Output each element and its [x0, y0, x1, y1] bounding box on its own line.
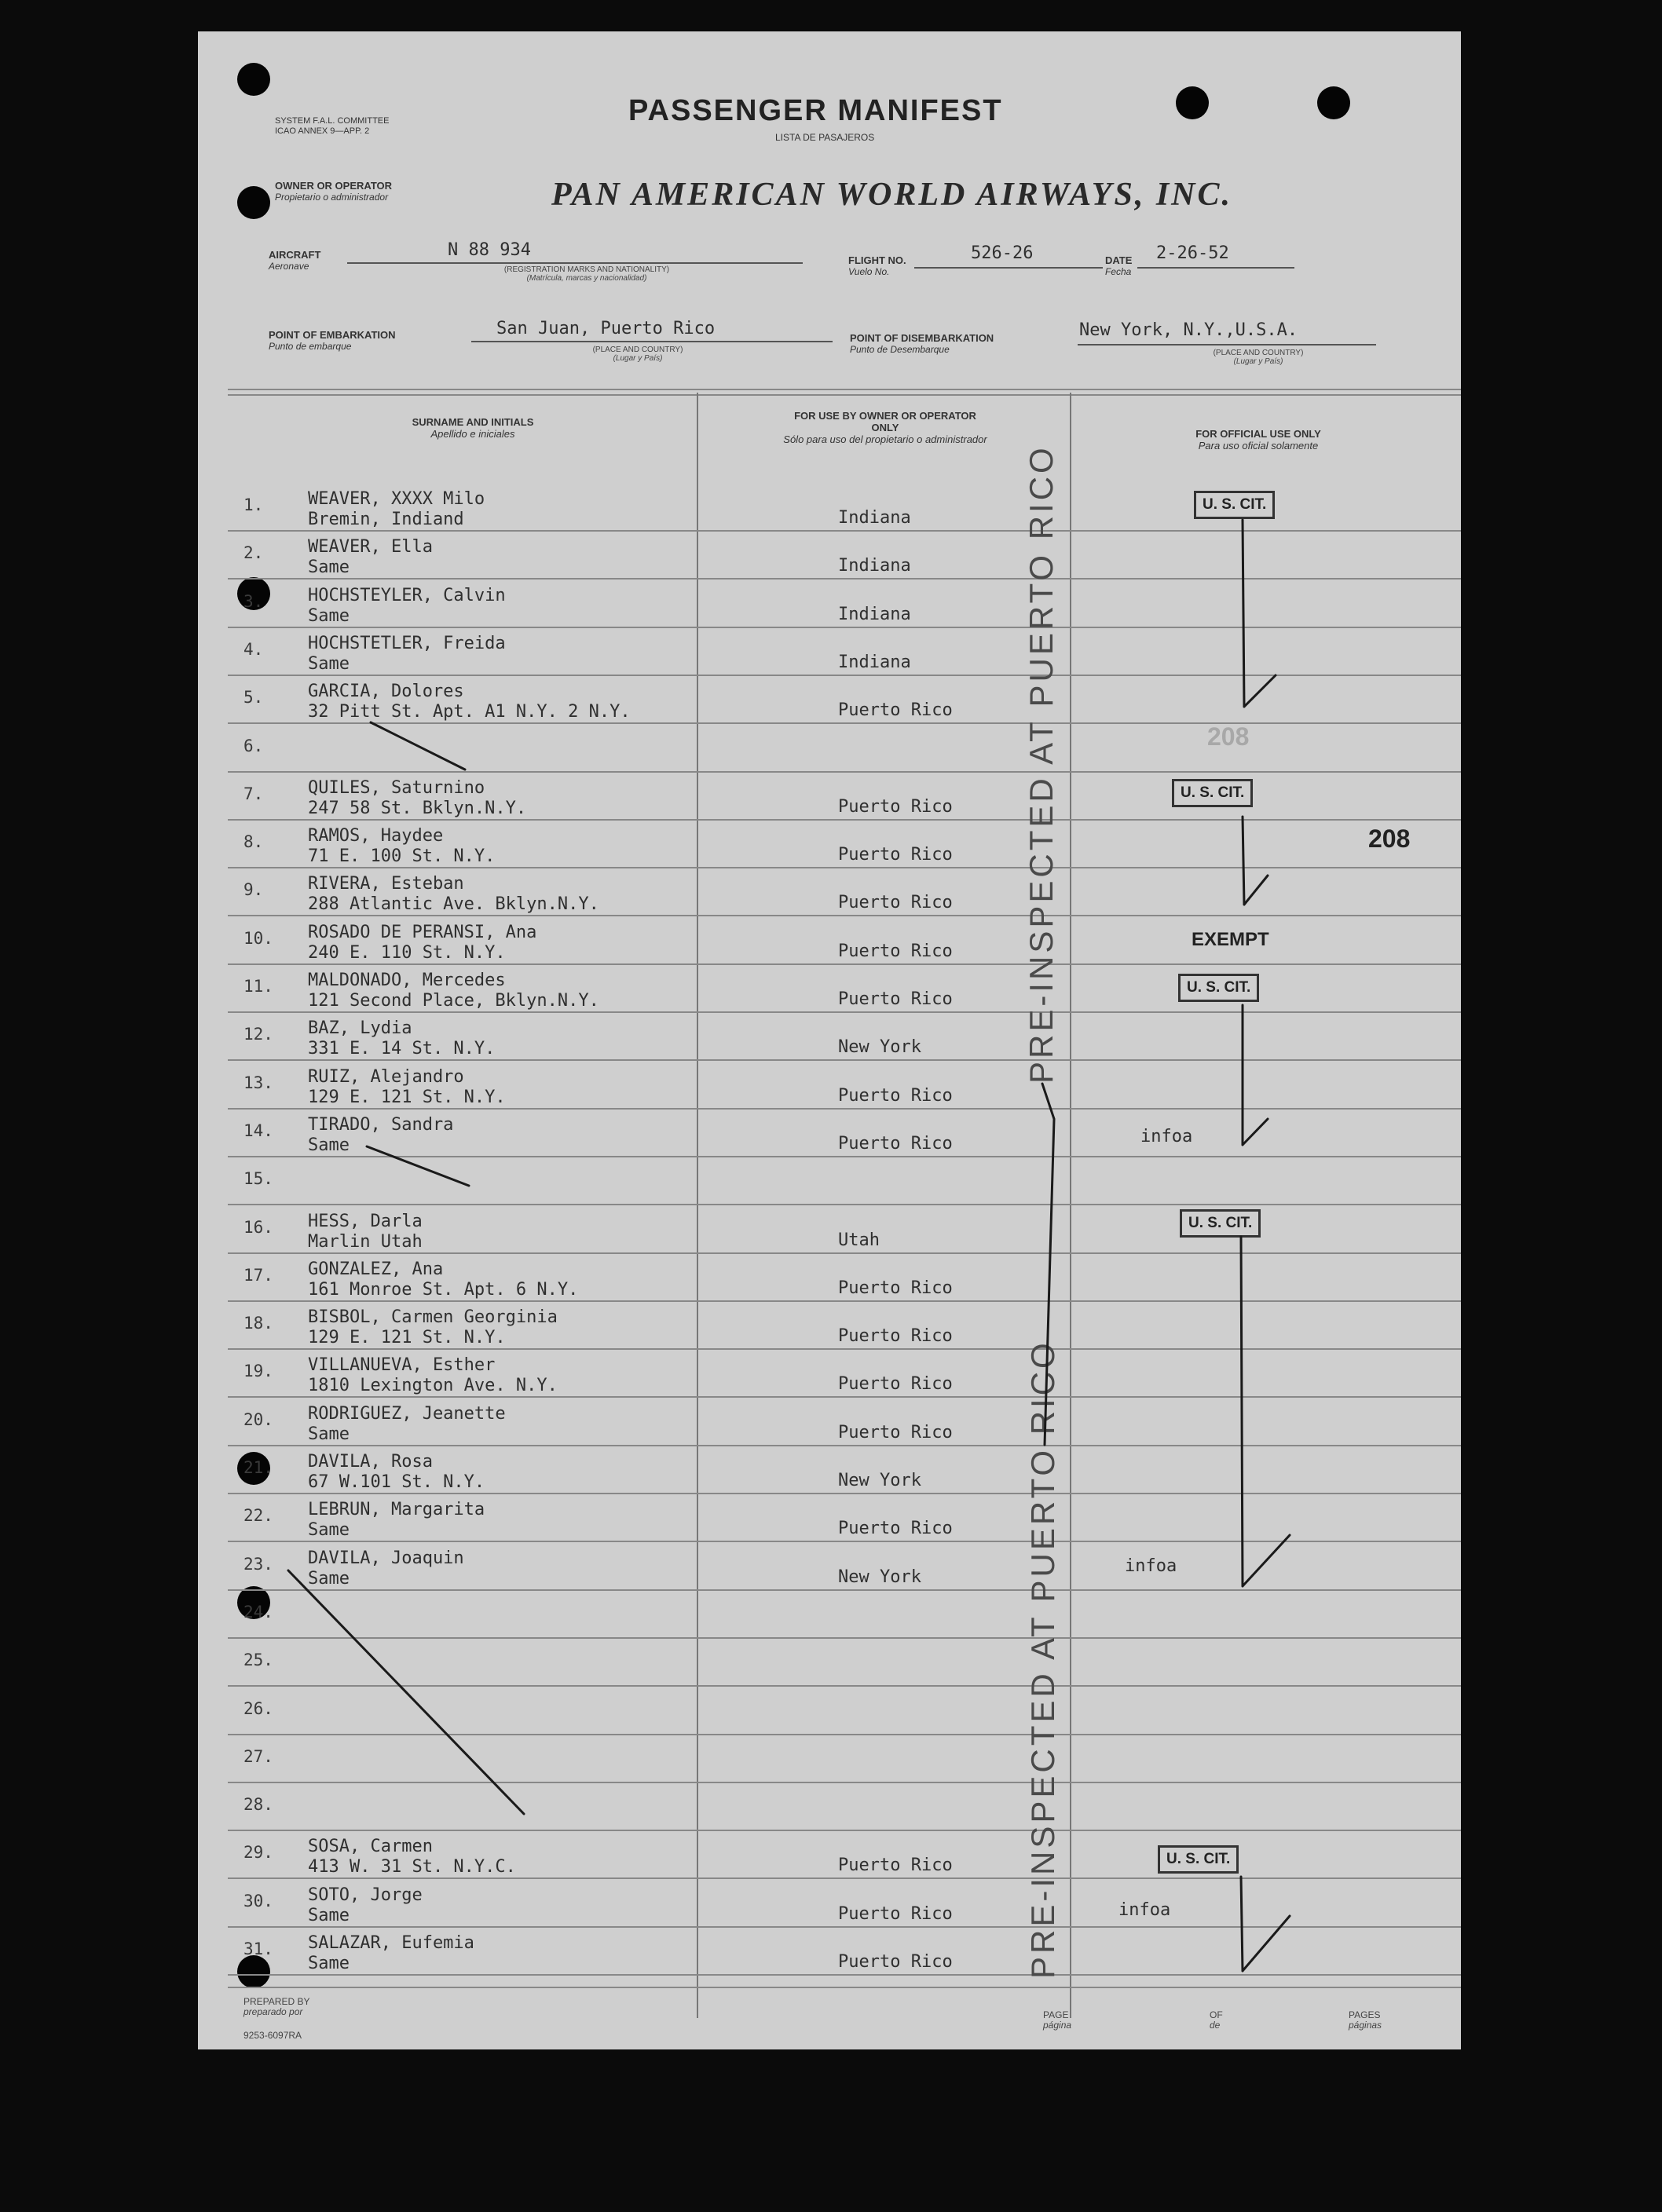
passenger-origin: Puerto Rico: [838, 1952, 953, 1972]
passenger-address: Same: [308, 1905, 350, 1925]
aircraft-note-es: (Matrícula, marcas y nacionalidad): [526, 274, 647, 283]
passenger-address: Same: [308, 1520, 350, 1541]
aircraft-label: [269, 250, 320, 272]
pages-label-es: páginas: [1349, 2020, 1382, 2031]
count-stamp-faint: 208: [1207, 722, 1250, 751]
passenger-name: RUIZ, Alejandro: [308, 1066, 464, 1087]
row-rule: [228, 1637, 1461, 1639]
passenger-name: WEAVER, Ella: [308, 537, 433, 558]
passenger-origin: Indiana: [838, 556, 911, 576]
embark-value: San Juan, Puerto Rico: [496, 319, 716, 338]
row-rule: [228, 1541, 1461, 1542]
us-cit-stamp: U. S. CIT.: [1194, 491, 1275, 519]
row-rule: [228, 1877, 1461, 1879]
of-label-es: de: [1210, 2020, 1221, 2031]
page-label: [1043, 2010, 1071, 2031]
owner-label-es: Propietario o administrador: [275, 192, 389, 203]
disembark-value: New York, N.Y.,U.S.A.: [1079, 320, 1298, 340]
row-rule: [228, 1059, 1461, 1061]
passenger-address: 161 Monroe St. Apt. 6 N.Y.: [308, 1279, 579, 1300]
row-rule: [228, 1974, 1461, 1976]
infoa-note: infoa: [1140, 1127, 1193, 1146]
row-rule: [228, 530, 1461, 532]
prepared-by-es: preparado por: [243, 2006, 303, 2017]
table-top-rule-2: [228, 394, 1461, 396]
passenger-origin: Indiana: [838, 604, 911, 624]
of-label-en: OF: [1210, 2009, 1223, 2020]
passenger-name: TIRADO, Sandra: [308, 1114, 454, 1135]
passenger-origin: Puerto Rico: [838, 1326, 953, 1347]
page-label-en: PAGE: [1043, 2009, 1069, 2020]
passenger-origin: New York: [838, 1037, 921, 1058]
aircraft-label-en: AIRCRAFT: [269, 249, 321, 261]
passenger-name: GARCIA, Dolores: [308, 682, 464, 702]
row-number: 25.: [243, 1651, 273, 1670]
aircraft-note-en: (REGISTRATION MARKS AND NATIONALITY): [503, 265, 670, 274]
row-number: 19.: [243, 1362, 273, 1381]
row-number: 16.: [243, 1217, 273, 1237]
us-cit-stamp: U. S. CIT.: [1180, 1209, 1261, 1238]
passenger-name: ROSADO DE PERANSI, Ana: [308, 922, 537, 942]
row-number: 5.: [243, 688, 264, 707]
owner-label-en: OWNER OR OPERATOR: [275, 180, 393, 192]
disembark-label-en: POINT OF DISEMBARKATION: [850, 332, 994, 344]
row-number: 29.: [243, 1843, 273, 1863]
row-rule: [228, 1252, 1461, 1254]
us-cit-stamp: U. S. CIT.: [1178, 974, 1259, 1002]
punch-hole: [1317, 86, 1350, 119]
check-mark: [1241, 1237, 1290, 1586]
pre-inspected-stamp: PRE-INSPECTED AT PUERTO RICO: [1023, 444, 1060, 1084]
passenger-name: RAMOS, Haydee: [308, 826, 444, 846]
row-number: 18.: [243, 1314, 273, 1333]
date-underline: [1137, 267, 1294, 269]
strike-line: [371, 722, 465, 770]
passenger-name: BISBOL, Carmen Georginia: [308, 1307, 558, 1328]
committee-line: [275, 116, 389, 137]
passenger-name: HOCHSTEYLER, Calvin: [308, 585, 506, 605]
passenger-address: 67 W.101 St. N.Y.: [308, 1472, 485, 1492]
punch-hole: [1176, 86, 1209, 119]
row-rule: [228, 963, 1461, 965]
passenger-name: DAVILA, Joaquin: [308, 1548, 464, 1568]
row-rule: [228, 1396, 1461, 1398]
check-mark: [1241, 1877, 1290, 1971]
col-head-owner-es: Sólo para uso del propietario o administrador: [783, 433, 987, 445]
row-number: 4.: [243, 639, 264, 659]
row-number: 1.: [243, 495, 264, 514]
row-rule: [228, 578, 1461, 580]
embark-label: [269, 330, 396, 352]
col-head-official: [1140, 428, 1376, 452]
passenger-address: Same: [308, 653, 350, 674]
aircraft-underline: [347, 262, 803, 264]
col-head-owner: [779, 410, 991, 445]
flight-label: [848, 255, 906, 277]
page-subtitle: LISTA DE PASAJEROS: [775, 132, 875, 143]
passenger-origin: Puerto Rico: [838, 893, 953, 913]
row-rule: [228, 722, 1461, 724]
row-number: 7.: [243, 784, 264, 803]
row-number: 14.: [243, 1121, 273, 1140]
passenger-name: BAZ, Lydia: [308, 1018, 412, 1039]
passenger-address: 413 W. 31 St. N.Y.C.: [308, 1857, 516, 1877]
row-number: 22.: [243, 1506, 273, 1526]
passenger-origin: Puerto Rico: [838, 1903, 953, 1924]
count-stamp: 208: [1368, 824, 1411, 853]
passenger-name: QUILES, Saturnino: [308, 777, 485, 798]
flight-label-en: FLIGHT NO.: [848, 254, 906, 266]
row-number: 30.: [243, 1891, 273, 1910]
col-head-official-en: FOR OFFICIAL USE ONLY: [1195, 428, 1321, 440]
row-rule: [228, 1445, 1461, 1446]
page-title: PASSENGER MANIFEST: [628, 94, 1003, 127]
row-rule: [228, 1011, 1461, 1013]
passenger-name: HESS, Darla: [308, 1211, 423, 1231]
row-rule: [228, 1926, 1461, 1928]
disembark-place-note-es: (Lugar y País): [1233, 357, 1283, 366]
prepared-by-label: [243, 1997, 309, 2017]
row-rule: [228, 867, 1461, 868]
form-number: 9253-6097RA: [243, 2030, 302, 2041]
committee-annex: ICAO ANNEX 9—APP. 2: [275, 126, 370, 136]
table-top-rule: [228, 389, 1461, 390]
row-rule: [228, 1685, 1461, 1687]
pages-label: [1349, 2010, 1382, 2031]
passenger-origin: Puerto Rico: [838, 1856, 953, 1876]
punch-hole: [237, 186, 270, 219]
row-rule: [228, 627, 1461, 628]
passenger-address: 331 E. 14 St. N.Y.: [308, 1039, 496, 1059]
row-rule: [228, 1830, 1461, 1831]
page-label-es: página: [1043, 2020, 1072, 2031]
committee-name: SYSTEM F.A.L. COMMITTEE: [275, 116, 390, 126]
check-mark: [1243, 1005, 1268, 1145]
passenger-origin: Puerto Rico: [838, 1085, 953, 1106]
date-value: 2-26-52: [1156, 243, 1229, 263]
passenger-origin: Indiana: [838, 652, 911, 672]
row-rule: [228, 675, 1461, 676]
row-rule: [228, 1156, 1461, 1157]
prepared-by-en: PREPARED BY: [243, 1996, 310, 2007]
passenger-origin: Puerto Rico: [838, 1133, 953, 1154]
passenger-name: SOTO, Jorge: [308, 1885, 423, 1905]
passenger-address: Same: [308, 605, 350, 626]
check-mark: [1243, 817, 1268, 905]
punch-hole: [237, 1955, 270, 1988]
passenger-address: 288 Atlantic Ave. Bklyn.N.Y.: [308, 894, 599, 915]
row-number: 12.: [243, 1025, 273, 1044]
passenger-name: WEAVER, XXXX Milo: [308, 489, 485, 509]
row-number: 15.: [243, 1169, 273, 1189]
passenger-origin: Puerto Rico: [838, 989, 953, 1009]
row-number: 3.: [243, 591, 264, 611]
passenger-name: RODRIGUEZ, Jeanette: [308, 1403, 506, 1424]
strike-line: [367, 1146, 469, 1186]
passenger-address: 240 E. 110 St. N.Y.: [308, 942, 506, 963]
row-number: 13.: [243, 1073, 273, 1092]
flight-value: 526-26: [971, 243, 1034, 263]
row-number: 11.: [243, 977, 273, 996]
passenger-name: LEBRUN, Margarita: [308, 1500, 485, 1520]
row-number: 9.: [243, 880, 264, 900]
passenger-name: GONZALEZ, Ana: [308, 1259, 444, 1279]
punch-hole: [237, 63, 270, 96]
embark-place-note-en: (PLACE AND COUNTRY): [592, 346, 683, 354]
pages-label-en: PAGES: [1349, 2009, 1381, 2020]
airline-name: PAN AMERICAN WORLD AIRWAYS, INC.: [551, 177, 1233, 213]
passenger-address: 71 E. 100 St. N.Y.: [308, 846, 496, 867]
row-rule: [228, 1204, 1461, 1205]
disembark-label: [850, 333, 994, 355]
embark-underline: [471, 341, 833, 342]
row-number: 24.: [243, 1602, 273, 1622]
flight-label-es: Vuelo No.: [848, 266, 890, 277]
passenger-name: MALDONADO, Mercedes: [308, 971, 506, 990]
row-number: 23.: [243, 1554, 273, 1574]
manifest-page: [198, 31, 1461, 2049]
date-label-es: Fecha: [1105, 266, 1132, 277]
row-rule: [228, 1348, 1461, 1350]
owner-label: [275, 181, 392, 203]
pre-inspected-stamp: PRE-INSPECTED AT PUERTO RICO: [1024, 1340, 1061, 1979]
col-head-surname-en: SURNAME AND INITIALS: [412, 416, 534, 428]
aircraft-note: [457, 265, 716, 283]
passenger-address: Same: [308, 558, 350, 578]
row-rule: [228, 915, 1461, 916]
aircraft-value: N 88 934: [448, 240, 531, 260]
row-number: 26.: [243, 1698, 273, 1718]
us-cit-stamp: U. S. CIT.: [1172, 779, 1253, 807]
date-label-en: DATE: [1105, 254, 1133, 266]
strike-line: [288, 1570, 524, 1814]
exempt-stamp: EXEMPT: [1192, 929, 1269, 950]
footer-rule: [228, 1987, 1461, 1988]
passenger-name: VILLANUEVA, Esther: [308, 1355, 496, 1376]
passenger-origin: Puerto Rico: [838, 1374, 953, 1395]
passenger-origin: New York: [838, 1567, 921, 1587]
passenger-name: SOSA, Carmen: [308, 1837, 433, 1857]
flight-underline: [914, 267, 1103, 269]
passenger-origin: Utah: [838, 1230, 880, 1250]
row-rule: [228, 1108, 1461, 1110]
row-rule: [228, 819, 1461, 821]
row-rule: [228, 1734, 1461, 1735]
us-cit-stamp: U. S. CIT.: [1158, 1845, 1239, 1874]
passenger-origin: Indiana: [838, 508, 911, 528]
aircraft-label-es: Aeronave: [269, 261, 309, 272]
passenger-origin: Puerto Rico: [838, 700, 953, 721]
passenger-address: 247 58 St. Bklyn.N.Y.: [308, 798, 527, 818]
passenger-address: Same: [308, 1424, 350, 1444]
row-number: 20.: [243, 1409, 273, 1429]
row-rule: [228, 1300, 1461, 1302]
passenger-origin: Puerto Rico: [838, 845, 953, 865]
passenger-address: 129 E. 121 St. N.Y.: [308, 1328, 506, 1348]
passenger-address: Marlin Utah: [308, 1231, 423, 1252]
passenger-address: Same: [308, 1954, 350, 1973]
passenger-address: 121 Second Place, Bklyn.N.Y.: [308, 991, 599, 1011]
passenger-address: Same: [308, 1568, 350, 1589]
col-head-surname-es: Apellido e iniciales: [430, 428, 515, 440]
passenger-origin: New York: [838, 1471, 921, 1490]
row-number: 10.: [243, 928, 273, 948]
row-number: 21.: [243, 1458, 273, 1477]
infoa-note: infoa: [1125, 1556, 1177, 1576]
col-head-surname: [339, 416, 606, 440]
passenger-name: HOCHSTETLER, Freida: [308, 633, 506, 653]
infoa-note: infoa: [1118, 1900, 1171, 1920]
date-label: [1105, 255, 1132, 277]
disembark-place-note-en: (PLACE AND COUNTRY): [1213, 349, 1304, 357]
row-rule: [228, 771, 1461, 773]
disembark-underline: [1078, 344, 1376, 346]
passenger-address: 129 E. 121 St. N.Y.: [308, 1087, 506, 1107]
passenger-name: SALAZAR, Eufemia: [308, 1933, 474, 1953]
disembark-label-es: Punto de Desembarque: [850, 344, 950, 355]
passenger-origin: Puerto Rico: [838, 1422, 953, 1442]
row-rule: [228, 1782, 1461, 1783]
passenger-origin: Puerto Rico: [838, 941, 953, 961]
embark-place-note-es: (Lugar y País): [613, 354, 663, 363]
passenger-origin: Puerto Rico: [838, 1519, 953, 1539]
row-rule: [228, 1493, 1461, 1494]
passenger-origin: Puerto Rico: [838, 796, 953, 817]
row-number: 17.: [243, 1265, 273, 1285]
col-head-owner-en: FOR USE BY OWNER OR OPERATOR ONLY: [794, 410, 976, 433]
embark-label-es: Punto de embarque: [269, 341, 352, 352]
check-mark: [1243, 520, 1276, 707]
row-number: 6.: [243, 736, 264, 755]
row-number: 2.: [243, 543, 264, 563]
row-number: 28.: [243, 1795, 273, 1815]
passenger-address: Bremin, Indiand: [308, 510, 464, 529]
passenger-address: 1810 Lexington Ave. N.Y.: [308, 1376, 558, 1396]
row-rule: [228, 1589, 1461, 1591]
embark-place-note: [551, 346, 724, 363]
of-label: [1210, 2010, 1223, 2031]
passenger-address: Same: [308, 1135, 350, 1155]
embark-label-en: POINT OF EMBARKATION: [269, 329, 396, 341]
passenger-origin: Puerto Rico: [838, 1278, 953, 1298]
disembark-place-note: [1172, 349, 1345, 366]
passenger-name: RIVERA, Esteban: [308, 874, 464, 894]
passenger-name: DAVILA, Rosa: [308, 1452, 433, 1472]
row-number: 8.: [243, 832, 264, 852]
row-number: 31.: [243, 1940, 273, 1958]
row-number: 27.: [243, 1746, 273, 1766]
passenger-address: 32 Pitt St. Apt. A1 N.Y. 2 N.Y.: [308, 702, 631, 722]
col-head-official-es: Para uso oficial solamente: [1198, 440, 1319, 452]
